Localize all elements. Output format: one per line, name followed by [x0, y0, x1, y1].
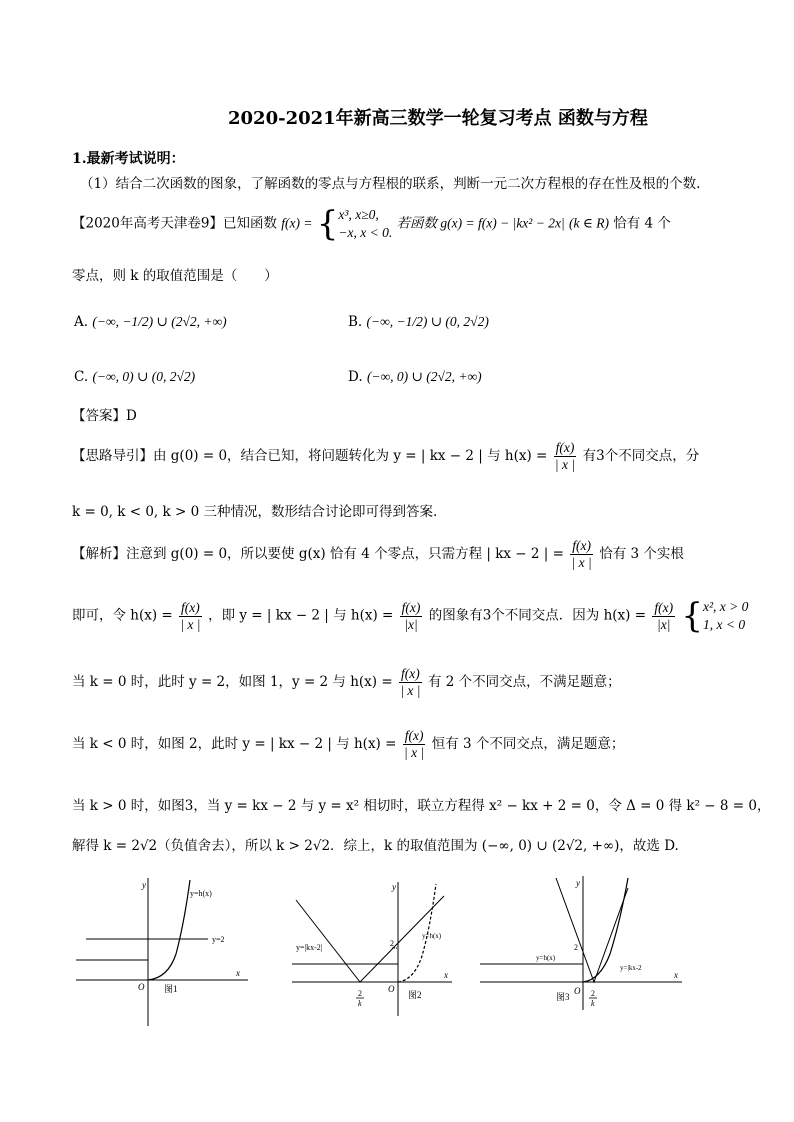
curve-h — [148, 880, 190, 980]
solution-line-1 — [72, 538, 684, 571]
solution-text-b: ，即 y = | kx − 2 | 与 h(x) = — [208, 607, 394, 624]
origin-label: O — [574, 986, 581, 996]
fraction-numerator: f(x) — [572, 538, 591, 553]
guide-line-1 — [72, 440, 699, 473]
guide-text-a: 【思路导引】由 g(0) = 0，结合已知，将问题转化为 y = | kx − 2 | 与 h(x) = — [72, 448, 548, 464]
fraction-denominator: | x | — [571, 555, 592, 570]
fraction-numerator: f(x) — [555, 440, 575, 455]
x-axis-label: x — [444, 970, 448, 980]
y-axis-label: y — [576, 878, 580, 888]
fraction-numerator: f(x) — [654, 599, 674, 615]
fraction-denominator: | x | — [404, 745, 425, 760]
abs-label: y=|kx-2| — [296, 943, 323, 952]
option-c[interactable] — [74, 369, 195, 385]
fraction-denominator: | x | — [554, 457, 576, 472]
option-a-label: A. — [74, 314, 89, 330]
fraction-denominator: |x| — [404, 616, 418, 632]
piecewise-cases — [338, 206, 392, 242]
fraction-denominator: | x | — [180, 616, 201, 632]
y-axis-label: y — [392, 882, 396, 892]
fraction — [554, 440, 577, 473]
x-axis-label: x — [674, 970, 678, 980]
figure-caption: 图2 — [408, 990, 422, 1000]
fraction — [570, 538, 593, 571]
fraction-numerator: f(x) — [181, 599, 200, 615]
curve-label: y=h(x) — [536, 954, 556, 962]
fraction — [400, 600, 423, 633]
origin-label: O — [388, 984, 395, 994]
k-condition: (k ∈ R) — [568, 215, 609, 231]
section-heading: 1.最新考试说明： — [72, 151, 185, 167]
line-label: y=2 — [212, 935, 225, 944]
option-d[interactable] — [348, 369, 482, 385]
option-b-label: B. — [348, 314, 363, 330]
solution-line-4 — [72, 728, 624, 761]
figure-caption: 图1 — [164, 984, 178, 994]
y-axis-label: y — [142, 880, 146, 890]
option-b-text: (−∞, −1/2) ∪ (0, 2√2) — [366, 314, 489, 329]
origin-label: O — [138, 982, 145, 992]
solution-text-a: 当 k = 0 时，此时 y = 2，如图 1，y = 2 与 h(x) = — [72, 674, 393, 690]
solution-text-c: 的图象有3个不同交点．因为 h(x) = — [428, 607, 647, 624]
solution-line-5: 当 k > 0 时，如图3，当 y = kx − 2 与 y = x² 相切时，联立方程得 x² − kx + 2 = 0，令 Δ = 0 得 k² − 8 = 0， — [72, 798, 771, 814]
fraction — [652, 600, 675, 633]
fraction — [403, 728, 426, 761]
curve-label: y=h(x) — [190, 889, 212, 898]
fraction-numerator: f(x) — [401, 599, 421, 615]
figure-1 — [76, 874, 256, 1030]
option-b[interactable] — [348, 314, 489, 330]
problem-intro: 已知函数 — [222, 215, 277, 232]
tick-x-num: 2 — [591, 989, 595, 998]
figure-2 — [292, 880, 458, 1018]
option-d-text: (−∞, 0) ∪ (2√2, +∞) — [366, 369, 482, 384]
option-c-text: (−∞, 0) ∪ (0, 2√2) — [92, 369, 196, 384]
curve-label: y=h(x) — [422, 932, 442, 940]
solution-text-b: 有 2 个不同交点，不满足题意； — [428, 674, 621, 690]
fraction-numerator: f(x) — [400, 666, 420, 681]
guide-line-2: k = 0, k < 0, k > 0 三种情况，数形结合讨论即可得到答案. — [72, 504, 438, 520]
option-c-label: C. — [74, 369, 89, 385]
figure-3 — [476, 874, 688, 1012]
x-axis-label: x — [236, 968, 240, 978]
fraction — [399, 666, 422, 699]
piecewise-brace: { — [681, 596, 703, 636]
fraction — [179, 600, 202, 633]
option-a-text: (−∞, −1/2) ∪ (2√2, +∞) — [92, 314, 227, 329]
problem-source: 【2020年高考天津卷9】 — [72, 215, 223, 232]
solution-text-a: 【解析】注意到 g(0) = 0，所以要使 g(x) 恰有 4 个零点，只需方程 | kx − 2 | = — [72, 546, 564, 562]
tick-x-den: k — [358, 999, 362, 1008]
fraction-denominator: | x | — [400, 683, 421, 698]
solution-text-b: 恒有 3 个不同交点，满足题意； — [431, 736, 625, 752]
solution-line-6: 解得 k = 2√2（负值舍去），所以 k > 2√2．综上，k 的取值范围为 (−∞, 0) ∪ (2√2, +∞)，故选 D. — [72, 838, 679, 854]
piecewise-cases — [703, 598, 748, 634]
exam-requirement: （1）结合二次函数的图象，了解函数的零点与方程根的联系，判断一元二次方程根的存在性及根的个数. — [80, 176, 701, 192]
problem-line-1 — [72, 206, 671, 242]
abs-label: y=|kx-2 — [620, 964, 642, 972]
solution-text-b: 恰有 3 个实根 — [599, 546, 684, 562]
solution-line-2 — [72, 598, 748, 634]
fx-label: f(x) = — [281, 215, 313, 231]
guide-text-b: 有3个不同交点，分 — [582, 448, 700, 464]
tick-y-2: 2 — [574, 943, 578, 952]
tick-x-den: k — [591, 999, 595, 1008]
fraction-numerator: f(x) — [404, 728, 424, 743]
option-a[interactable] — [74, 314, 227, 330]
page-title: 2020-2021年新高三数学一轮复习考点 函数与方程 — [228, 108, 648, 129]
g-definition: 若函数 g(x) = f(x) − |kx² − 2x| — [396, 215, 565, 231]
solution-text-a: 即可，令 h(x) = — [72, 607, 173, 624]
case-1: x², x > 0 — [703, 599, 749, 614]
tick-x-num: 2 — [358, 989, 362, 998]
problem-tail: 恰有 4 个 — [613, 215, 671, 232]
case-1: x³, x≥0, — [338, 207, 379, 222]
tick-y-2: 2 — [390, 939, 394, 948]
problem-line-2: 零点，则 k 的取值范围是（ ） — [72, 268, 278, 284]
option-d-label: D. — [348, 369, 363, 385]
case-2: 1, x < 0 — [703, 617, 746, 632]
piecewise-brace: { — [316, 204, 339, 244]
figure-caption: 图3 — [556, 992, 570, 1002]
case-2: −x, x < 0. — [338, 225, 393, 240]
answer: 【答案】D — [72, 408, 137, 424]
solution-line-3 — [72, 666, 621, 699]
fraction-denominator: |x| — [656, 616, 671, 632]
solution-text-a: 当 k < 0 时，如图 2，此时 y = | kx − 2 | 与 h(x) = — [72, 736, 397, 752]
